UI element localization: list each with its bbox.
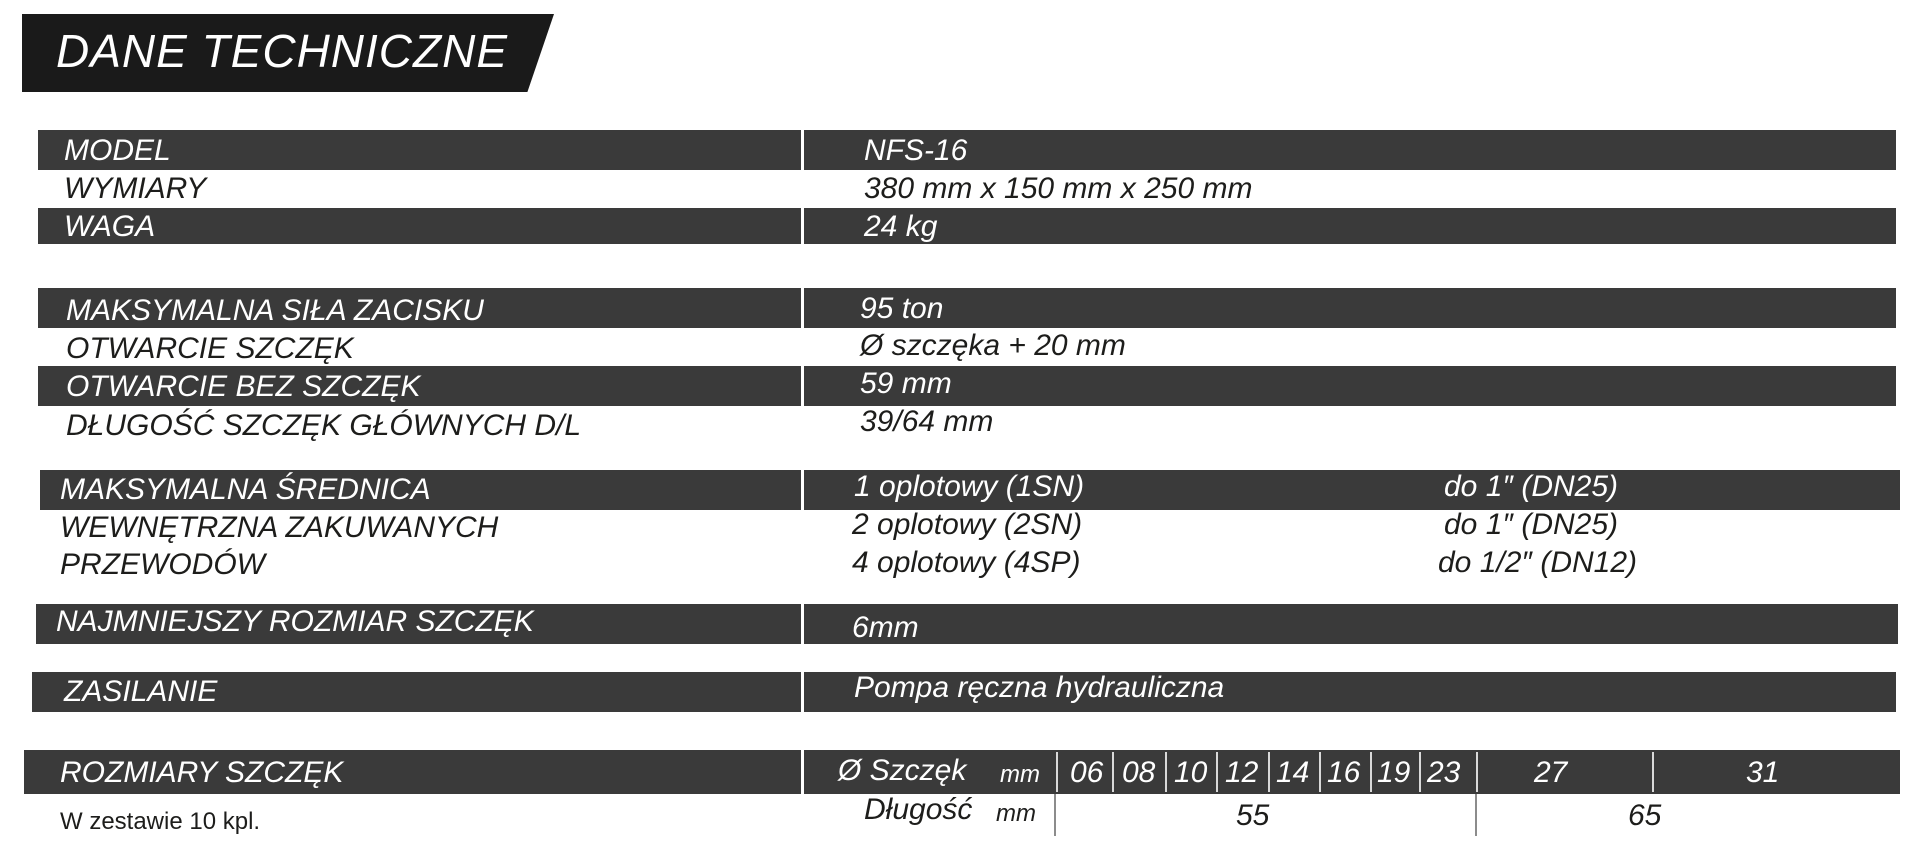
length-separator — [1475, 794, 1477, 836]
weight-value: 24 kg — [864, 210, 938, 243]
size-separator — [1268, 752, 1270, 792]
jaw-length-group-1: 55 — [1236, 799, 1270, 832]
weight-label: WAGA — [64, 210, 156, 243]
force-label: MAKSYMALNA SIŁA ZACISKU — [66, 294, 484, 327]
diameter-label-line1: MAKSYMALNA ŚREDNICA — [60, 473, 431, 506]
size-separator — [1419, 752, 1421, 792]
dims-label: WYMIARY — [64, 172, 207, 205]
size-separator — [1652, 752, 1654, 792]
hose-max-2: do 1″ (DN25) — [1444, 508, 1619, 541]
jaw-size-27: 27 — [1534, 756, 1568, 789]
jaw-length-label: Długość — [864, 793, 973, 826]
hose-type-1: 1 oplotowy (1SN) — [854, 470, 1085, 503]
model-label: MODEL — [64, 134, 171, 167]
size-separator — [1476, 752, 1478, 792]
hose-max-1: do 1″ (DN25) — [1444, 470, 1619, 503]
jaw-size-19: 19 — [1377, 756, 1411, 789]
set-note: W zestawie 10 kpl. — [60, 808, 261, 835]
jaw-diameter-label: Ø Szczęk — [838, 754, 967, 787]
power-value: Pompa ręczna hydrauliczna — [854, 671, 1225, 704]
row-bar-weight — [38, 208, 1896, 244]
column-divider — [801, 470, 804, 510]
length-label: DŁUGOŚĆ SZCZĘK GŁÓWNYCH D/L — [66, 409, 582, 442]
size-separator — [1112, 752, 1114, 792]
page-title: DANE TECHNICZNE — [56, 25, 509, 77]
column-divider — [801, 604, 804, 644]
jaw-size-16: 16 — [1327, 756, 1361, 789]
hose-max-3: do 1/2″ (DN12) — [1438, 546, 1638, 579]
open-nojaw-label: OTWARCIE BEZ SZCZĘK — [66, 370, 421, 403]
column-divider — [801, 288, 804, 328]
jaw-diameter-unit: mm — [1000, 761, 1040, 788]
size-separator — [1216, 752, 1218, 792]
size-separator — [1056, 752, 1058, 792]
column-divider — [801, 750, 804, 794]
force-value: 95 ton — [860, 292, 944, 325]
size-separator — [1319, 752, 1321, 792]
model-value: NFS-16 — [864, 134, 968, 167]
column-divider — [801, 672, 804, 712]
jaw-length-unit: mm — [996, 800, 1036, 827]
open-label: OTWARCIE SZCZĘK — [66, 332, 354, 365]
length-value: 39/64 mm — [860, 405, 994, 438]
jaw-size-06: 06 — [1070, 756, 1104, 789]
power-label: ZASILANIE — [64, 675, 218, 708]
column-divider — [801, 130, 804, 170]
min-jaw-value: 6mm — [852, 611, 919, 644]
length-separator — [1054, 794, 1056, 836]
jaw-size-10: 10 — [1174, 756, 1208, 789]
open-value: Ø szczęka + 20 mm — [860, 329, 1126, 362]
diameter-label-line2: WEWNĘTRZNA ZAKUWANYCH — [60, 511, 499, 544]
jaw-size-14: 14 — [1276, 756, 1310, 789]
jaw-size-23: 23 — [1427, 756, 1461, 789]
size-separator — [1370, 752, 1372, 792]
open-nojaw-value: 59 mm — [860, 367, 952, 400]
column-divider — [801, 366, 804, 406]
jaw-size-12: 12 — [1225, 756, 1259, 789]
hose-type-3: 4 oplotowy (4SP) — [852, 546, 1081, 579]
dims-value: 380 mm x 150 mm x 250 mm — [864, 172, 1253, 205]
diameter-label-line3: PRZEWODÓW — [60, 548, 265, 581]
size-separator — [1165, 752, 1167, 792]
hose-type-2: 2 oplotowy (2SN) — [852, 508, 1083, 541]
jaw-size-08: 08 — [1122, 756, 1156, 789]
column-divider — [801, 208, 804, 244]
jaw-length-group-2: 65 — [1628, 799, 1662, 832]
min-jaw-label: NAJMNIEJSZY ROZMIAR SZCZĘK — [56, 605, 534, 638]
jaw-sizes-label: ROZMIARY SZCZĘK — [60, 756, 344, 789]
jaw-size-31: 31 — [1746, 756, 1780, 789]
